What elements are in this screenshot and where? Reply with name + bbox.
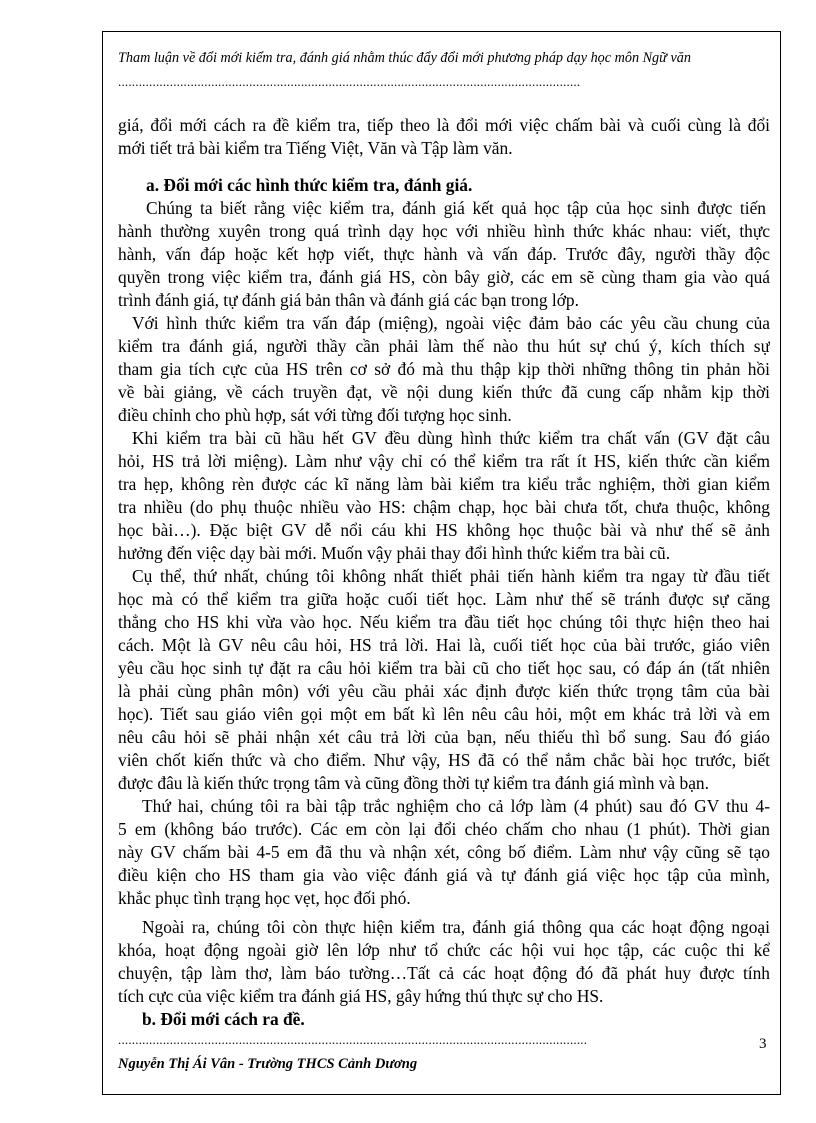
- text-line: được đâu là kiến thức trọng tâm và cũng đồng thời tự kiểm tra đánh giá mình và bạn.: [118, 773, 709, 793]
- text-line: hỏi, HS trả lời miệng). Làm như vậy chỉ có thể kiểm tra rất ít HS, kiến thức cần kiểm: [118, 451, 770, 471]
- text-line: Với hình thức kiểm tra vấn đáp (miệng), ngoài việc đảm bảo các yêu cầu chung của: [132, 313, 770, 333]
- document-body: [118, 114, 770, 1031]
- text-line: điều chỉnh cho phù hợp, sát với từng đối tượng học sinh.: [118, 405, 512, 425]
- paragraph-5: [118, 795, 770, 910]
- text-line: tra nhiều (do phụ thuộc nhiều vào HS: chậm chạp, học bài chưa tốt, chưa thuộc, không: [118, 497, 770, 517]
- page-number: 3: [759, 1036, 767, 1052]
- text-line: yêu cầu học sinh tự đặt ra câu hỏi kiểm tra bài cũ cho tiết học sau, có đáp án (tất nhiên: [118, 658, 770, 678]
- paragraph-6: [118, 916, 770, 1008]
- text-line: Khi kiểm tra bài cũ hầu hết GV đều dùng hình thức kiểm tra chất vấn (GV đặt câu: [132, 428, 770, 448]
- text-line: nêu câu hỏi sẽ phải nhận xét câu trả lời của bạn, nếu thiếu thì bổ sung. Sau đó giáo: [118, 727, 770, 747]
- text-line: chuyện, tập làm thơ, làm báo tường…Tất cả các hoạt động đó đã phát huy được tính: [118, 963, 770, 983]
- text-line: kiểm tra đánh giá, người thầy cần phải làm thế nào thu hút sự chú ý, kích thích sự: [118, 336, 770, 356]
- text-line: hành, vấn đáp hoặc kết hợp viết, thực hành và vấn đáp. Trước đây, người thầy độc: [118, 244, 770, 264]
- text-line: Thứ hai, chúng tôi ra bài tập trắc nghiệm cho cả lớp làm (4 phút) sau đó GV thu 4-: [142, 796, 770, 816]
- text-line: 5 em (không báo trước). Các em còn lại đổi chéo chấm cho nhau (1 phút). Thời gian: [118, 819, 770, 839]
- footer-separator: ........................................................................................................................................: [118, 1032, 588, 1047]
- footer-author: Nguyễn Thị Ái Vân - Trường THCS Cảnh Dương: [118, 1056, 418, 1072]
- text-line: Cụ thể, thứ nhất, chúng tôi không nhất thiết phải tiến hành kiểm tra ngay từ đầu tiết: [132, 566, 770, 586]
- text-line: tích cực của việc kiểm tra đánh giá HS, gây hứng thú thực sự cho HS.: [118, 986, 604, 1006]
- text-line: quyền trong việc kiểm tra, đánh giá HS, còn bây giờ, các em sẽ cùng tham gia vào quá: [118, 267, 770, 287]
- text-line: học). Tiết sau giáo viên gọi một em bất kì lên nêu câu hỏi, một em khác trả lời và em: [118, 704, 770, 724]
- text-line: là phải cùng phân môn) với yêu cầu phải xác định được kiến thức trọng tâm của bài: [118, 681, 770, 701]
- text-line: tham gia tích cực của HS trên cơ sở đó mà thu thập kịp thời những thông tin phản hồi: [118, 359, 770, 379]
- text-line: giá, đổi mới cách ra đề kiểm tra, tiếp theo là đổi mới việc chấm bài và cuối cùng là đổi: [118, 115, 770, 135]
- text-line: trình đánh giá, tự đánh giá bản thân và đánh giá các bạn trong lớp.: [118, 290, 579, 310]
- text-line: về bài giảng, về cách truyền đạt, về nội dung kiến thức đã cung cấp nhằm kịp thời: [118, 382, 770, 402]
- paragraph-4: [118, 565, 770, 795]
- text-line: này GV chấm bài 4-5 em đã thu và nhận xét, công bố điểm. Làm như vậy cũng sẽ tạo: [118, 842, 770, 862]
- section-a: [118, 174, 770, 197]
- text-line: hành thường xuyên trong quá trình dạy học với nhiều hình thức khác nhau: viết, thực: [118, 221, 770, 241]
- text-line: khóa, hoạt động ngoài giờ lên lớp như tổ chức các hội vui học tập, các cuộc thi kể: [118, 940, 770, 960]
- section-a-heading: a. Đổi mới các hình thức kiểm tra, đánh giá.: [146, 175, 473, 195]
- paragraph-1: [118, 197, 770, 312]
- section-b-heading: b. Đổi mới cách ra đề.: [142, 1009, 305, 1029]
- text-line: hưởng đến việc dạy bài mới. Muốn vậy phải thay đổi hình thức kiểm tra bài cũ.: [118, 543, 671, 563]
- paragraph-3: [118, 427, 770, 565]
- text-line: học bài…). Đặc biệt GV dễ nổi cáu khi HS không học thuộc bài và như thế sẽ ảnh: [118, 520, 770, 540]
- intro-paragraph: [118, 114, 770, 160]
- header-separator: ......................................................................................................................................: [118, 74, 581, 89]
- text-line: tra hẹp, không rèn được các kĩ năng làm bài kiểm tra kiểu trắc nghiệm, thời gian kiểm: [118, 474, 770, 494]
- text-line: cách. Một là GV nêu câu hỏi, HS trả lời. Hai là, cuối tiết học của bài trước, giáo viên: [118, 635, 770, 655]
- text-line: điều kiện cho HS tham gia vào việc đánh giá và tự đánh giá việc học tập của mình,: [118, 865, 770, 885]
- text-line: mới tiết trả bài kiểm tra Tiếng Việt, Văn và Tập làm văn.: [118, 138, 513, 158]
- text-line: học mà có thể kiểm tra giữa hoặc cuối tiết học. Làm như thế sẽ tránh được sự căng: [118, 589, 770, 609]
- text-line: Chúng ta biết rằng việc kiểm tra, đánh giá kết quả học tập của học sinh được tiến: [146, 198, 766, 218]
- text-line: viên chốt kiến thức và cho điểm. Như vậy, HS đã có thể nắm chắc bài học trước, biết: [118, 750, 770, 770]
- section-b: [118, 1008, 770, 1031]
- text-line: Ngoài ra, chúng tôi còn thực hiện kiểm tra, đánh giá thông qua các hoạt động ngoại: [142, 917, 770, 937]
- paragraph-2: [118, 312, 770, 427]
- text-line: thẳng cho HS khi vừa vào học. Nếu kiểm tra đầu tiết học chúng tôi thực hiện theo hai: [118, 612, 770, 632]
- text-line: khắc phục tình trạng học vẹt, học đối phó.: [118, 888, 411, 908]
- running-header: Tham luận về đổi mới kiểm tra, đánh giá nhằm thúc đẩy đổi mới phương pháp dạy học môn Ngữ văn: [118, 50, 691, 66]
